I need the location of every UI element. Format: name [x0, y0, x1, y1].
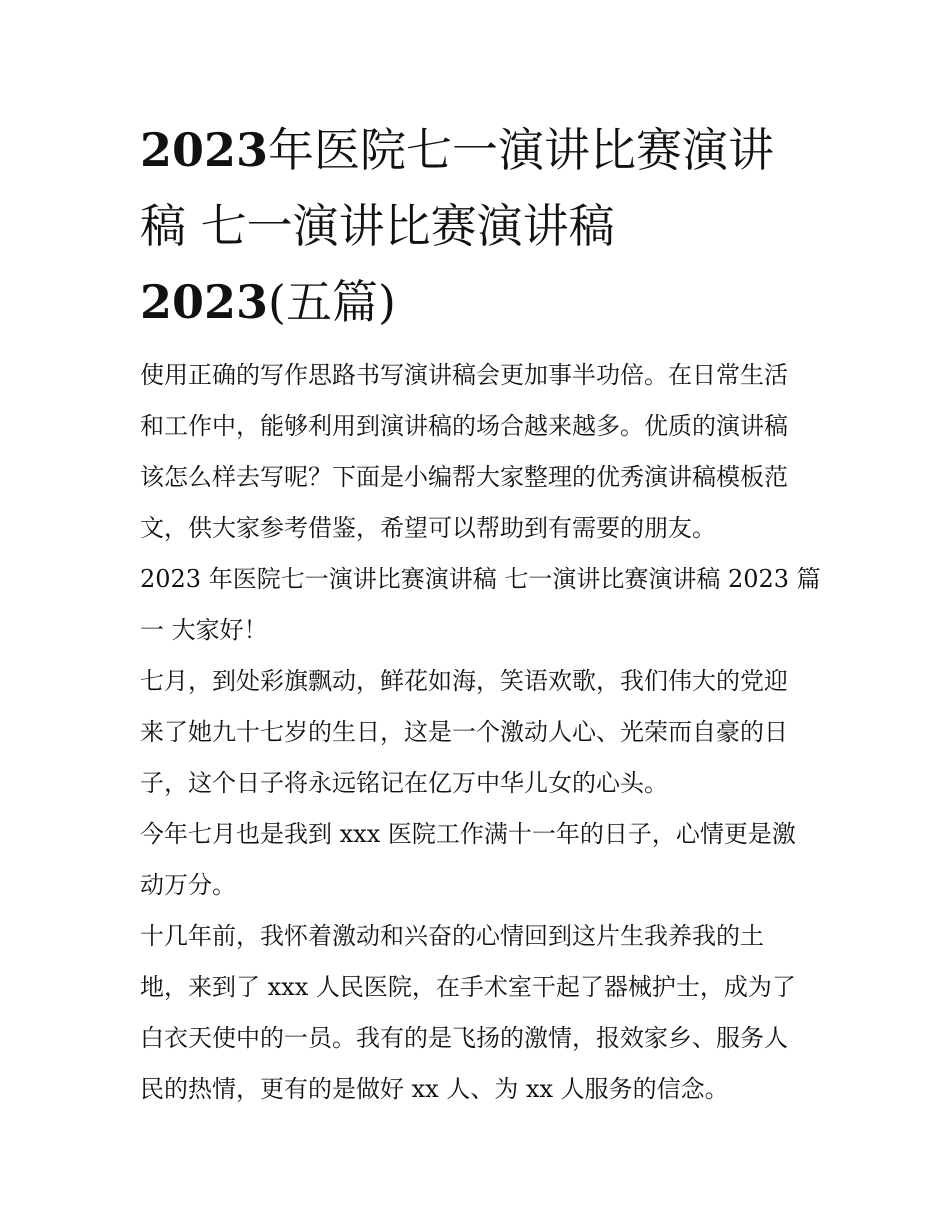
text-line: 文，供大家参考借鉴，希望可以帮助到有需要的朋友。	[140, 514, 716, 542]
text-line: 2023 年医院七一演讲比赛演讲稿 七一演讲比赛演讲稿 2023 篇	[140, 565, 821, 593]
text-line: 十几年前，我怀着激动和兴奋的心情回到这片生我养我的土	[140, 922, 764, 950]
body-paragraph	[140, 656, 820, 809]
document-body	[140, 350, 820, 1115]
text-line: 子，这个日子将永远铭记在亿万中华儿女的心头。	[140, 769, 668, 797]
document-title	[140, 112, 820, 340]
body-paragraph	[140, 911, 820, 1115]
section-heading-paragraph	[140, 554, 820, 656]
text-line: 地，来到了 xxx 人民医院，在手术室干起了器械护士，成为了	[140, 973, 796, 1001]
text-line: 来了她九十七岁的生日，这是一个激动人心、光荣而自豪的日	[140, 718, 788, 746]
text-line: 一 大家好！	[140, 616, 268, 644]
intro-paragraph	[140, 350, 820, 554]
text-line: 白衣天使中的一员。我有的是飞扬的激情，报效家乡、服务人	[140, 1024, 788, 1052]
title-line: 2023(五篇)	[140, 275, 396, 329]
text-line: 七月，到处彩旗飘动，鲜花如海，笑语欢歌，我们伟大的党迎	[140, 667, 788, 695]
text-line: 动万分。	[140, 871, 236, 899]
text-line: 该怎么样去写呢？下面是小编帮大家整理的优秀演讲稿模板范	[140, 463, 788, 491]
text-line: 和工作中，能够利用到演讲稿的场合越来越多。优质的演讲稿	[140, 412, 788, 440]
title-line: 稿 七一演讲比赛演讲稿	[140, 199, 615, 253]
text-line: 使用正确的写作思路书写演讲稿会更加事半功倍。在日常生活	[140, 361, 788, 389]
text-line: 今年七月也是我到 xxx 医院工作满十一年的日子，心情更是激	[140, 820, 796, 848]
document-page	[140, 112, 820, 1115]
body-paragraph	[140, 809, 820, 911]
title-line: 2023年医院七一演讲比赛演讲	[140, 123, 775, 177]
text-line: 民的热情，更有的是做好 xx 人、为 xx 人服务的信念。	[140, 1075, 729, 1103]
